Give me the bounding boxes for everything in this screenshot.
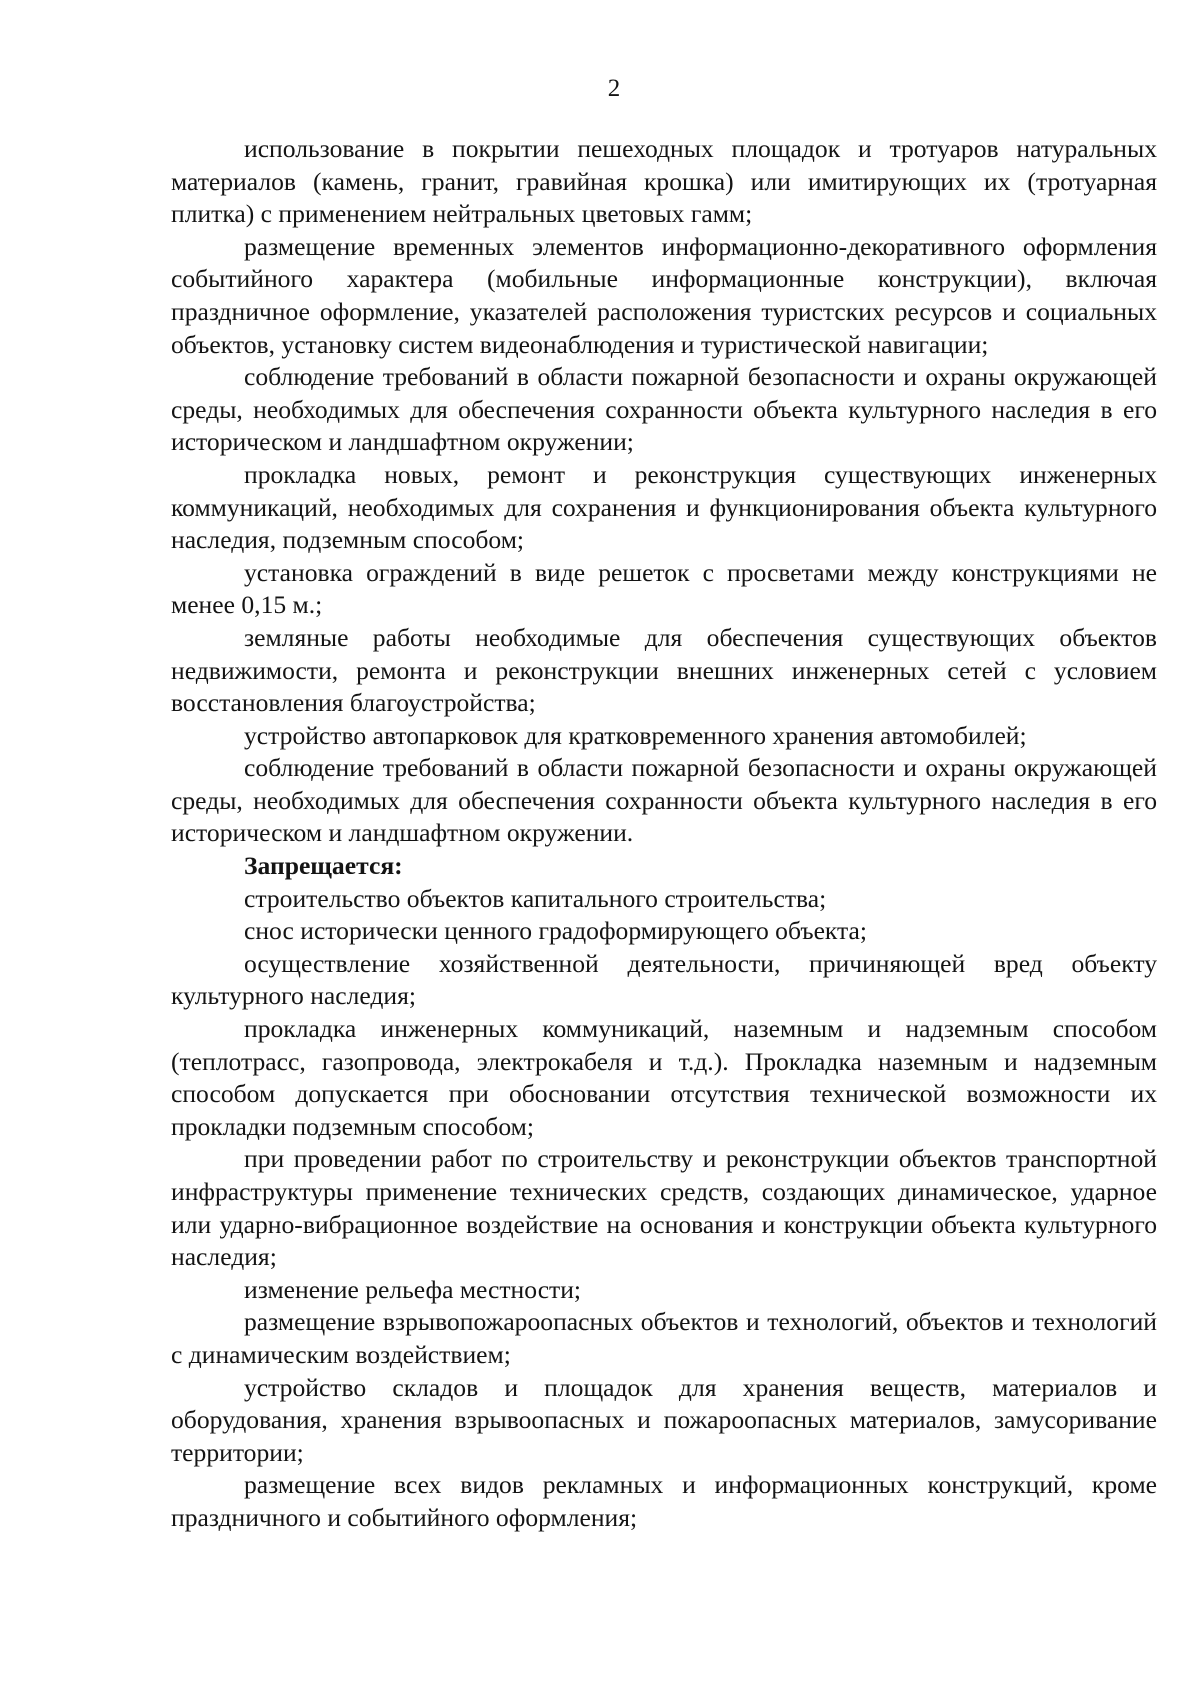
paragraph: размещение взрывопожароопасных объектов и технологий, объектов и технологий с динамическим воздействием; [171, 1307, 1157, 1369]
paragraph: снос исторически ценного градоформирующего объекта; [244, 916, 867, 946]
paragraph: при проведении работ по строительству и реконструкции объектов транспортной инфраструктуры применение технических средств, создающих динамическое, ударное или ударно-вибрационное воздействие на основания и конструкции объекта культурного наследия; [171, 1144, 1157, 1272]
paragraph: прокладка инженерных коммуникаций, наземным и надземным способом (теплотрасс, газопровода, электрокабеля и т.д.). Прокладка наземным и надземным способом допускается при обосновании отсутствия технической возможности их прокладки подземным способом; [171, 1014, 1157, 1141]
paragraph: размещение всех видов рекламных и информационных конструкций, кроме праздничного и событийного оформления; [171, 1470, 1157, 1532]
paragraph: установка ограждений в виде решеток с просветами между конструкциями не менее 0,15 м.; [171, 557, 1157, 620]
paragraph: использование в покрытии пешеходных площадок и тротуаров натуральных материалов (камень, гранит, гравийная крошка) или имитирующих их (тротуарная плитка) с применением нейтральных цветовых гамм; [171, 134, 1157, 229]
paragraph: устройство автопарковок для кратковременного хранения автомобилей; [244, 720, 1027, 750]
paragraph: устройство складов и площадок для хранения веществ, материалов и оборудования, хранения взрывоопасных и пожароопасных материалов, замусоривание территории; [171, 1372, 1157, 1467]
section-heading: Запрещается: [244, 851, 403, 881]
paragraph: земляные работы необходимые для обеспечения существующих объектов недвижимости, ремонта и реконструкции внешних инженерных сетей с условием восстановления благоустройства; [171, 622, 1157, 718]
paragraph: строительство объектов капитального строительства; [244, 883, 827, 913]
paragraph: размещение временных элементов информационно-декоративного оформления событийного характера (мобильные информационные конструкции), включая праздничное оформление, указателей расположения туристских ресурсов и социальных объектов, установку систем видеонаблюдения и туристической навигации; [171, 231, 1157, 359]
paragraph: соблюдение требований в области пожарной безопасности и охраны окружающей среды, необходимых для обеспечения сохранности объекта культурного наследия в его историческом и ландшафтном окружении. [171, 753, 1157, 848]
page-number: 2 [607, 75, 621, 102]
document-body [171, 133, 1157, 1535]
paragraph: соблюдение требований в области пожарной безопасности и охраны окружающей среды, необходимых для обеспечения сохранности объекта культурного наследия в его историческом и ландшафтном окружении; [171, 362, 1157, 457]
paragraph: прокладка новых, ремонт и реконструкция существующих инженерных коммуникаций, необходимых для сохранения и функционирования объекта культурного наследия, подземным способом; [171, 459, 1157, 555]
paragraph: осуществление хозяйственной деятельности, причиняющей вред объекту культурного наследия; [171, 948, 1157, 1011]
paragraph: изменение рельефа местности; [244, 1274, 582, 1304]
